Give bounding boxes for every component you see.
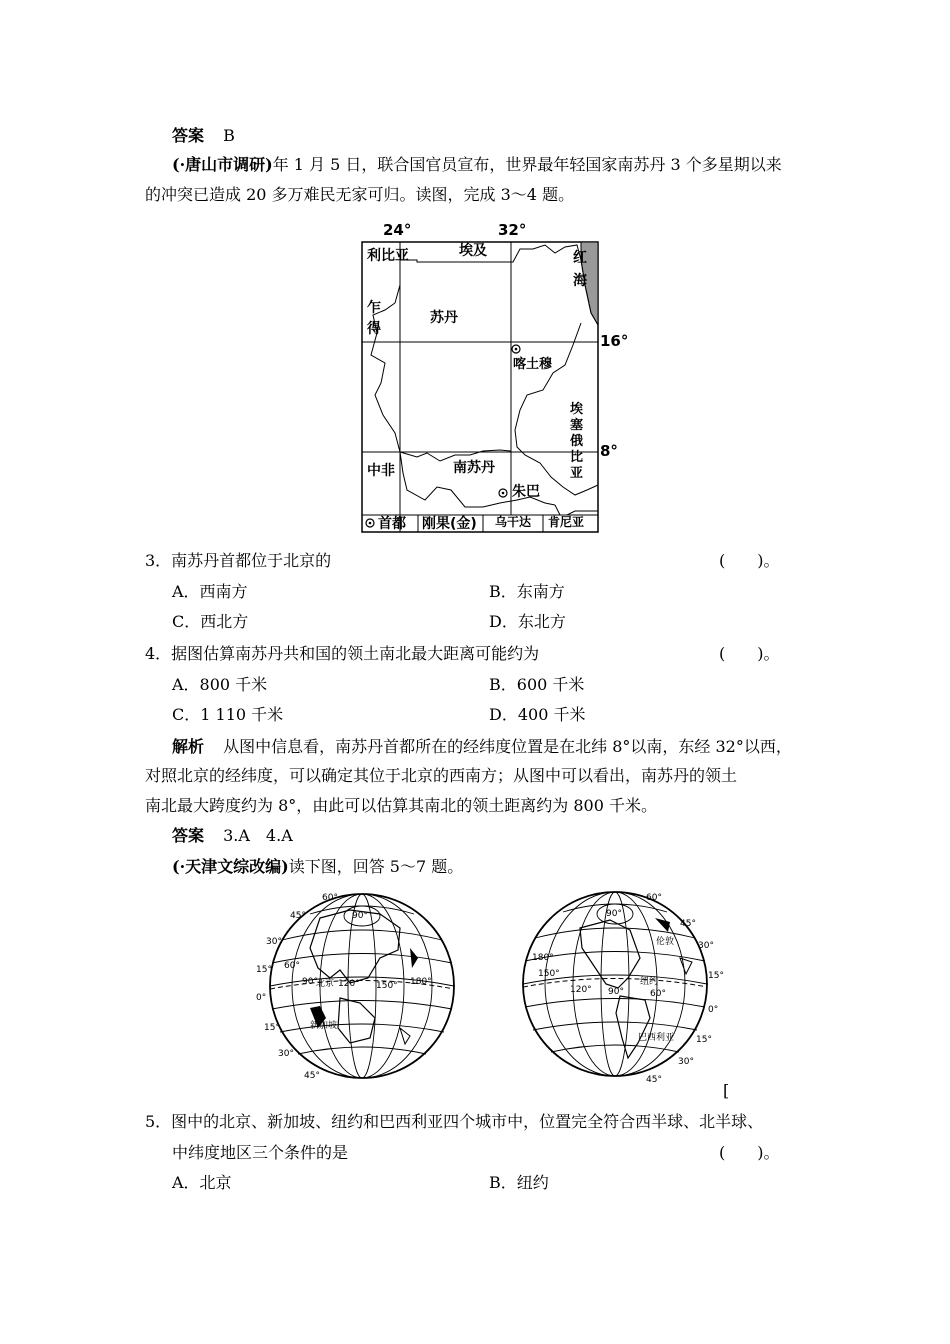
- answer-line-1: [172, 126, 235, 146]
- ethiopia-label-5: 亚: [570, 466, 584, 481]
- answer-line-2: [172, 826, 293, 846]
- q4-option-d: D．400 千米: [489, 705, 586, 724]
- globe-east: [250, 888, 470, 1088]
- sudan-label: 苏丹: [430, 310, 458, 326]
- ethiopia-label-2: 塞: [570, 418, 584, 433]
- g2-london: 伦敦: [656, 937, 675, 947]
- sudan-map: [355, 215, 635, 540]
- g2-lat15s: 15°: [696, 1035, 712, 1045]
- g1-lat15s: 15°: [264, 1023, 280, 1033]
- block2-intro: [172, 857, 463, 877]
- lat-8-label: 8°: [600, 442, 618, 460]
- q5-stem-2: 中纬度地区三个条件的是: [172, 1143, 349, 1162]
- g1-lat60: 60°: [322, 893, 338, 903]
- g1-lon90: 90°: [352, 911, 368, 921]
- globe-west: [510, 888, 730, 1088]
- red-sea-label-2: 海: [573, 273, 587, 289]
- g2-lon90b: 90°: [608, 987, 624, 997]
- g1-lon120: 120°: [338, 979, 360, 989]
- g1-lon90b: 90°: [302, 977, 318, 987]
- uganda-label: 乌干达: [495, 515, 532, 529]
- q3-stem: 3．南苏丹首都位于北京的: [145, 551, 332, 570]
- g1-beijing: 北京: [316, 979, 335, 989]
- g2-lat60: 60°: [646, 893, 662, 903]
- answer-label: 答案: [172, 126, 205, 145]
- g1-lon60: 60°: [284, 961, 300, 971]
- q3-paren: ( )。: [719, 551, 780, 570]
- g1-lat45: 45°: [290, 911, 306, 921]
- khartoum-label: 喀土穆: [513, 357, 553, 372]
- q4-paren: ( )。: [719, 644, 780, 663]
- intro-line-1: [172, 155, 782, 175]
- analysis-label: 解析: [172, 737, 205, 756]
- south-sudan-label: 南苏丹: [453, 460, 495, 476]
- q4-option-a: A．800 千米: [172, 675, 268, 694]
- chad-label-1: 乍: [367, 300, 381, 316]
- q5-paren: ( )。: [719, 1143, 780, 1162]
- g2-lat30s: 30°: [678, 1057, 694, 1067]
- capital-legend-label: 首都: [378, 516, 406, 532]
- juba-label: 朱巴: [512, 484, 540, 500]
- q3-option-b: B．东南方: [489, 582, 565, 601]
- g2-lat45: 45°: [680, 919, 696, 929]
- analysis-text-1: 从图中信息看，南苏丹首都所在的经纬度位置是在北纬 8°以南，东经 32°以西，: [223, 737, 792, 756]
- g1-lon180: 180°: [410, 977, 432, 987]
- q3-option-a: A．西南方: [172, 582, 248, 601]
- lat-16-label: 16°: [600, 332, 629, 350]
- answer-value: B: [223, 126, 235, 145]
- ethiopia-label-1: 埃: [570, 402, 584, 417]
- kenya-label: 肯尼亚: [548, 515, 585, 529]
- lon-32-label: 32°: [498, 221, 527, 239]
- bracket-mark: [: [723, 1081, 730, 1100]
- lon-24-label: 24°: [383, 221, 412, 239]
- source-tag: (·唐山市调研): [172, 155, 273, 174]
- egypt-label: 埃及: [459, 243, 487, 259]
- g2-newyork: 纽约: [640, 977, 659, 987]
- g2-lon90: 90°: [606, 909, 622, 919]
- q4-stem: 4．据图估算南苏丹共和国的领土南北最大距离可能约为: [145, 644, 540, 663]
- q3-option-c: C．西北方: [172, 612, 249, 631]
- g1-lat15: 15°: [256, 965, 272, 975]
- g2-lat15: 15°: [708, 971, 724, 981]
- chad-label-2: 得: [367, 321, 381, 337]
- source-tag-2: (·天津文综改编): [172, 857, 289, 876]
- ethiopia-label-4: 比: [570, 450, 584, 465]
- q3-option-d: D．东北方: [489, 612, 566, 631]
- q5-option-b: B．纽约: [489, 1173, 549, 1192]
- q4-option-c: C．1 110 千米: [172, 705, 284, 724]
- block2-text: 读下图，回答 5～7 题。: [288, 857, 464, 876]
- g1-lon150: 150°: [376, 981, 398, 991]
- intro-line-2: 的冲突已造成 20 多万难民无家可归。读图，完成 3～4 题。: [145, 185, 575, 204]
- analysis-line-1: [172, 737, 792, 757]
- g1-lat45s: 45°: [304, 1071, 320, 1081]
- g2-lon180: 180°: [532, 953, 554, 963]
- q4-option-b: B．600 千米: [489, 675, 585, 694]
- g2-lon60: 60°: [650, 989, 666, 999]
- red-sea-label-1: 红: [573, 250, 587, 266]
- g2-lon120: 120°: [570, 985, 592, 995]
- g2-lat0: 0°: [708, 1005, 719, 1015]
- answer2-value: 3.A 4.A: [223, 826, 293, 845]
- analysis-line-3: 南北最大跨度约为 8°，由此可以估算其南北的领土距离约为 800 千米。: [145, 796, 657, 815]
- congo-label: 刚果(金): [422, 516, 477, 532]
- g1-lat0: 0°: [256, 993, 267, 1003]
- g2-lat45s: 45°: [646, 1075, 662, 1085]
- analysis-line-2: 对照北京的经纬度，可以确定其位于北京的西南方；从图中可以看出，南苏丹的领土: [145, 766, 738, 785]
- q5-stem-1: 5．图中的北京、新加坡、纽约和巴西利亚四个城市中，位置完全符合西半球、北半球、: [145, 1112, 764, 1131]
- intro-text-1: 年 1 月 5 日，联合国官员宣布，世界最年轻国家南苏丹 3 个多星期以来: [272, 155, 782, 174]
- g2-lat30: 30°: [698, 941, 714, 951]
- answer2-label: 答案: [172, 826, 205, 845]
- q5-option-a: A．北京: [172, 1173, 232, 1192]
- ethiopia-label-3: 俄: [570, 434, 584, 449]
- g2-lon150: 150°: [538, 969, 560, 979]
- g1-lat30s: 30°: [278, 1049, 294, 1059]
- g1-singapore: 新加坡: [310, 1021, 338, 1031]
- g1-lat30: 30°: [266, 937, 282, 947]
- libya-label: 利比亚: [367, 248, 409, 264]
- g2-brasilia: 巴西利亚: [638, 1033, 675, 1043]
- car-label: 中非: [367, 463, 395, 479]
